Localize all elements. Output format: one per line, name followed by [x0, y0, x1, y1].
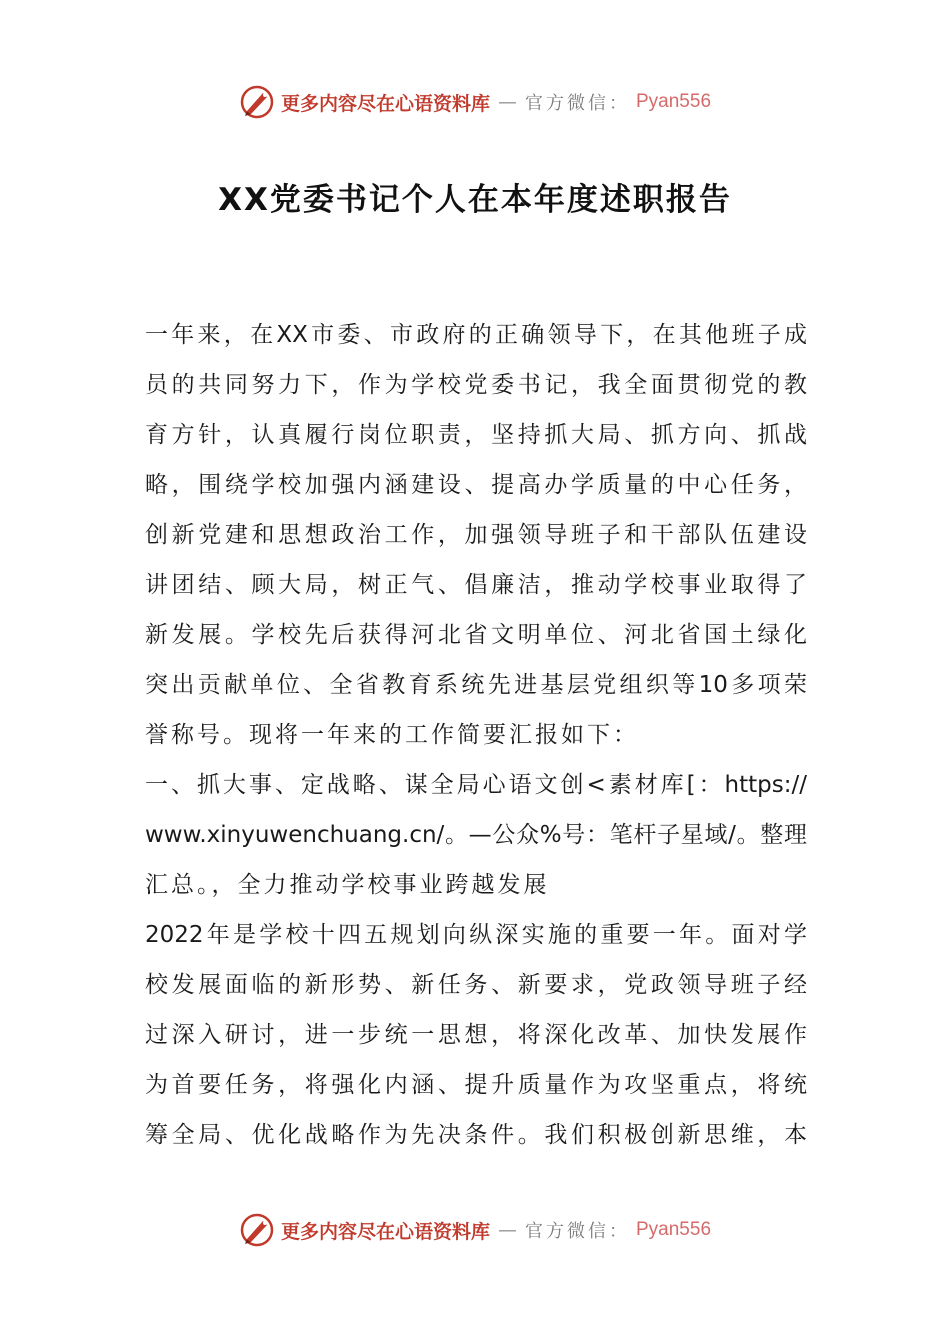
body-line: 为首要任务，将强化内涵、提升质量作为攻坚重点，将统 — [145, 1072, 807, 1098]
banner-wechat-id: Pyan556 — [636, 91, 712, 112]
banner-brand-text: 更多内容尽在心语资料库 — [280, 92, 490, 115]
body-line: 汇总。，全力推动学校事业跨越发展 — [145, 872, 550, 898]
body-line: 育方针，认真履行岗位职责，坚持抓大局、抓方向、抓战 — [145, 422, 807, 448]
banner-official-label: 官方微信： — [525, 93, 630, 114]
body-line: 2022年是学校十四五规划向纵深实施的重要一年。面对学 — [145, 922, 807, 948]
body-line: 员的共同努力下，作为学校党委书记，我全面贯彻党的教 — [145, 372, 807, 398]
footer-banner — [0, 1210, 950, 1250]
document-title: XX党委书记个人在本年度述职报告 — [218, 182, 732, 218]
body-line: 讲团结、顾大局，树正气、倡廉洁，推动学校事业取得了 — [145, 572, 807, 598]
body-line: 一、抓大事、定战略、谋全局心语文创<素材库[：https:// — [145, 772, 807, 798]
document-body — [145, 310, 807, 1160]
header-banner — [0, 82, 950, 122]
body-line: 突出贡献单位、全省教育系统先进基层党组织等10多项荣 — [145, 672, 807, 698]
banner-wechat-id: Pyan556 — [636, 1219, 712, 1240]
banner-separator: — — [498, 1219, 517, 1241]
banner-brand-text: 更多内容尽在心语资料库 — [280, 1220, 490, 1243]
body-line: 过深入研讨，进一步统一思想，将深化改革、加快发展作 — [145, 1022, 807, 1048]
pen-logo-icon — [239, 84, 275, 120]
banner-separator: — — [498, 91, 517, 113]
banner-official-label: 官方微信： — [525, 1221, 630, 1242]
body-line: 略，围绕学校加强内涵建设、提高办学质量的中心任务， — [145, 472, 807, 498]
body-line: 创新党建和思想政治工作，加强领导班子和干部队伍建设 — [145, 522, 807, 548]
body-line: www.xinyuwenchuang.cn/。—公众%号：笔杆子星域/。整理 — [145, 822, 807, 848]
body-line: 一年来，在XX市委、市政府的正确领导下，在其他班子成 — [145, 322, 807, 348]
body-line: 校发展面临的新形势、新任务、新要求，党政领导班子经 — [145, 972, 807, 998]
body-line: 新发展。学校先后获得河北省文明单位、河北省国土绿化 — [145, 622, 807, 648]
pen-logo-icon — [239, 1212, 275, 1248]
body-line: 筹全局、优化战略作为先决条件。我们积极创新思维，本 — [145, 1122, 807, 1148]
body-line: 誉称号。现将一年来的工作简要汇报如下： — [145, 722, 639, 748]
